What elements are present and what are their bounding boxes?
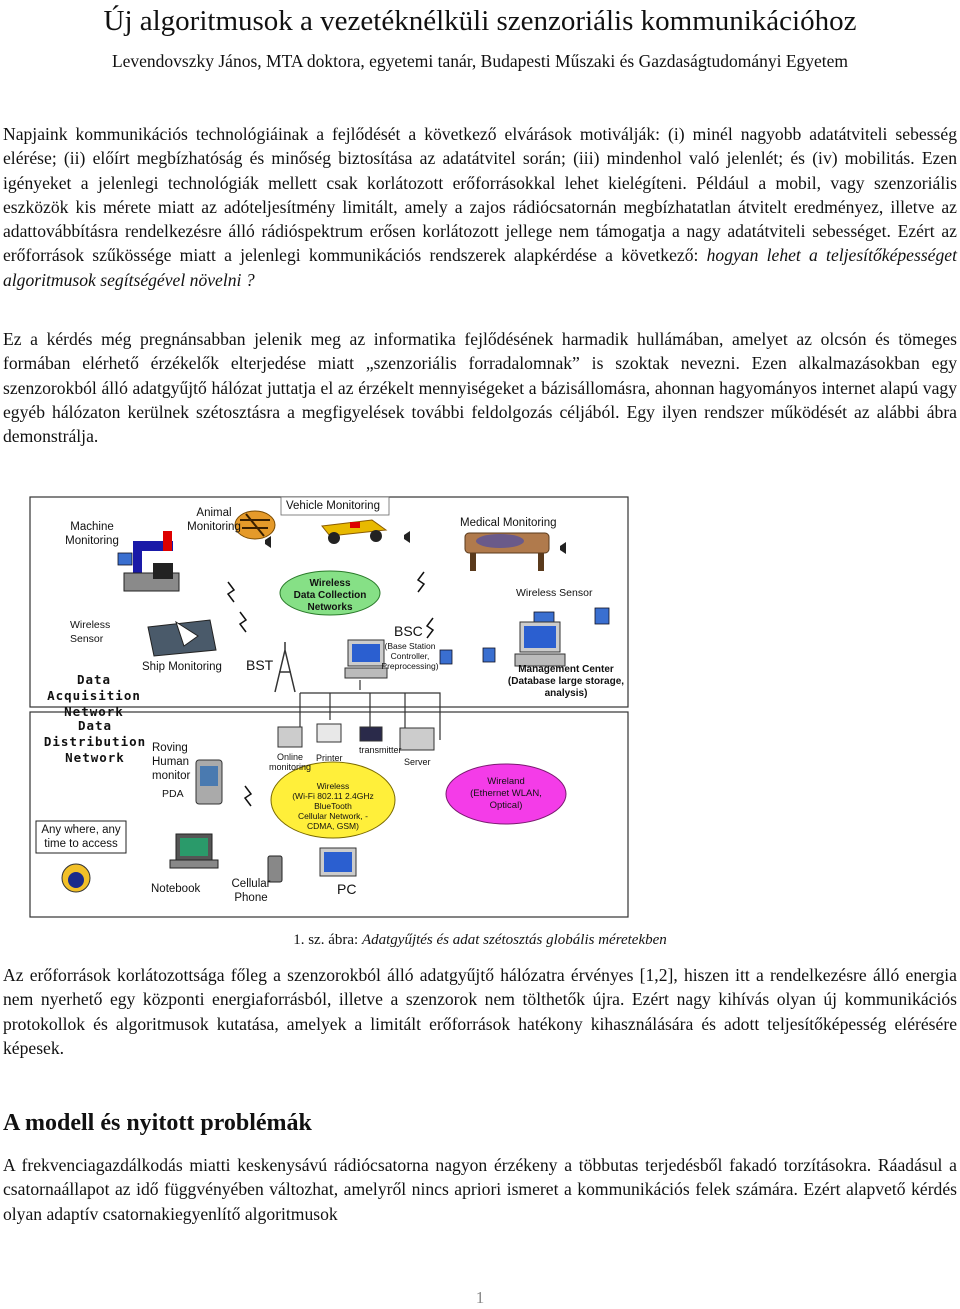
online-pc-icon (278, 727, 302, 747)
pc-icon (320, 848, 356, 876)
paragraph-intro-text: Napjaink kommunikációs technológiáinak a fejlődését a következő elvárások motiválják: (i) minél nagyobb adatátviteli sebesség elérése; (ii) előírt megbízhatóság és minőség biztosítása az adatátvitel során; (iii) mindenhol való jelenlét; és (iv) mobilitás. Ezen igényeket a jelenlegi technológiák mellett csak korlátozott erőforrásokkal lehet kielégíteni. Például a mobil, vagy szenzoriális eszközök kis mérete miatt az adóteljesítmény limitált, amely a zajos rádiócsatornán megbízhatatlan átvitelt eredményez, illetve az adattovábbításra rendelkezésre álló rádióspektrum erősen korlátozott jellege nem támogatja a nagy adatátviteli sebességet. Ezért az erőforrások szűkössége miatt a jelenlegi kommunikációs rendszerek alapkérdése a következő: (3, 124, 957, 266)
paragraph-model: A frekvenciagazdálkodás miatti keskenysávú rádiócsatorna nagyon érzékeny a többutas terjedésből fakadó torzításokra. Ráadásul a csatornaállapot az idő függvényében változhat, amelyről nincs apriori ismeret a kommunikációs felek számára. Ezért alapvető kérdés olyan adaptív csatornakiegyenlítő algoritmusok (3, 1155, 957, 1224)
machine-monitoring-label: Machine Monitoring (65, 521, 119, 547)
online-monitoring-label: Online monitoring (268, 752, 312, 772)
printer-icon (317, 724, 341, 742)
vehicle-icon (322, 520, 386, 544)
transmitter-label: transmitter (359, 745, 402, 755)
bsc-detail-label: (Base Station Controller, Preprocessing) (381, 641, 439, 671)
notebook-icon (170, 834, 218, 868)
printer-label: Printer (316, 753, 343, 763)
bst-tower-icon (275, 642, 295, 692)
ship-monitoring-label: Ship Monitoring (142, 661, 222, 673)
ship-icon (148, 620, 216, 656)
data-distribution-label: Data Distribution Network (43, 718, 147, 765)
pda-label: PDA (162, 788, 184, 800)
wireless-sensor-right-label: Wireless Sensor (516, 587, 593, 599)
paragraph-intro-emphasis: hogyan lehet a teljesítőképességet algoritmusok segítségével növelni ? (3, 245, 957, 290)
page-number: 1 (475, 1288, 485, 1307)
vehicle-monitoring-label: Vehicle Monitoring (286, 500, 380, 512)
wireless-data-collection-label: Wireless Data Collection Networks (293, 578, 367, 613)
medical-monitoring-label: Medical Monitoring (460, 517, 557, 529)
medical-icon (465, 533, 549, 571)
section-heading: A modell és nyitott problémák (3, 1110, 312, 1136)
data-acquisition-label: Data Acquisition Network (47, 672, 141, 719)
roving-human-monitor-label: Roving Human monitor (152, 742, 191, 782)
bsc-label: BSC (394, 623, 423, 639)
notebook-label: Notebook (151, 883, 201, 895)
figure-caption (0, 932, 960, 949)
any-where-label: Any where, any time to access (41, 824, 121, 850)
cellular-phone-label: Cellular Phone (231, 878, 271, 904)
page-title: Új algoritmusok a vezetéknélküli szenzoriális kommunikációhoz (103, 5, 857, 37)
management-computer-icon (515, 622, 565, 666)
paragraph-resource-limits: Az erőforrások korlátozottsága főleg a szenzorokból álló adatgyűjtő hálózatra érvényes [1,2], hiszen itt a rendelkezésre álló energia nem nyerhető egy központi energiaforrásból, illetve a szenzorok nem tölthetők újra. Ezért nagy kihívás olyan új kommunikációs protokollok és algoritmusok kutatása, amelyek a limitált erőforrások hatékony kihasználására és adott teljesítőképesség elérésére képesek. (3, 965, 957, 1058)
pc-label: PC (337, 881, 357, 897)
caption-text: Adatgyűjtés és adat szétosztás globális méretekben (361, 932, 667, 948)
server-label: Server (404, 757, 431, 767)
pda-icon (196, 760, 222, 804)
wireland-cloud-label: Wireland (Ethernet WLAN, Optical) (470, 776, 542, 811)
wireless-sensor-left-label: Wireless Sensor (70, 619, 111, 645)
animal-monitoring-label: Animal Monitoring (187, 507, 241, 533)
bst-label: BST (246, 657, 274, 673)
person-icon (62, 864, 90, 892)
server-icon (400, 728, 434, 750)
wireless-cloud-label: Wireless (Wi-Fi 802.11 2.4GHz BlueTooth Cellular Network, - CDMA, GSM) (292, 781, 374, 831)
transmitter-icon (360, 727, 382, 741)
author-line: Levendovszky János, MTA doktora, egyetemi tanár, Budapesti Műszaki és Gazdaságtudományi Egyetem (111, 51, 849, 71)
paragraph-sensor-revolution: Ez a kérdés még pregnánsabban jelenik meg az informatika fejlődésének harmadik hullámában, amelyet az olcsón és tömeges formában elérhető érzékelők elterjedése miatt „szenzoriális forradalomnak” is szoktak nevezni. Ezen alkalmazásokban egy szenzorokból álló adatgyűjtő hálózat juttatja el az érzékelt mennyiségeket a bázisállomásra, ahonnan hagyományos internet alapú vagy egyéb hálózaton kerülnek szétosztásra a megfigyelések további feldolgozás céljából. Egy ilyen rendszer működését az alábbi ábra demonstrálja. (3, 329, 957, 447)
management-center-label: Management Center (Database large storage, analysis) (507, 664, 625, 699)
caption-prefix: 1. sz. ábra: (293, 932, 362, 948)
